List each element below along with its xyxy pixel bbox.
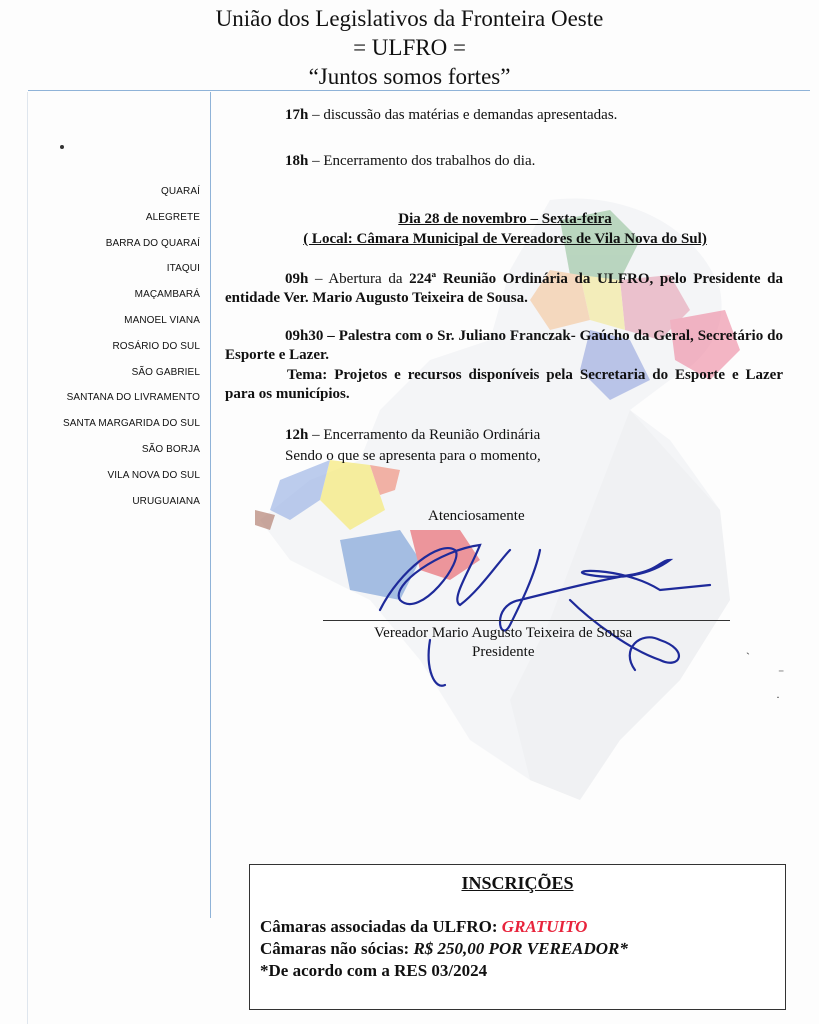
location-heading: ( Local: Câmara Municipal de Vereadores de Vila Nova do Sul) — [303, 231, 707, 247]
day-heading: Dia 28 de novembro – Sexta-feira — [398, 211, 612, 227]
member-cities-list — [30, 186, 200, 521]
city-item: ITAQUI — [166, 263, 200, 275]
city-item: ROSÁRIO DO SUL — [112, 340, 200, 352]
agenda-text: – Encerramento dos trabalhos do dia. — [308, 153, 536, 169]
city-item: BARRA DO QUARAÍ — [105, 237, 200, 249]
handwritten-signature — [360, 530, 740, 700]
agenda-item-12h — [285, 426, 540, 445]
time-17h: 17h — [285, 107, 309, 123]
sidebar-divider — [210, 92, 211, 918]
agenda-item-18h — [285, 152, 535, 171]
city-item: MANOEL VIANA — [124, 314, 200, 326]
speck — [60, 145, 64, 149]
agenda-text-bold: 224ª Reunião Ordinária da ULFRO, pelo Presidente da entidade Ver. Mario Augusto Teixeira de Sousa. — [225, 271, 783, 306]
city-item: SANTANA DO LIVRAMENTO — [66, 392, 200, 404]
header-divider — [28, 90, 810, 91]
registration-title: INSCRIÇÕES — [461, 873, 574, 893]
org-motto: “Juntos somos fortes” — [308, 64, 511, 89]
left-margin-line — [27, 92, 28, 1024]
lecture-theme: Tema: Projetos e recursos disponíveis pela Secretaria do Esporte e Lazer para os municípios. — [225, 367, 783, 402]
closing-sentence: Sendo o que se apresenta para o momento, — [285, 448, 541, 464]
agenda-text: – Encerramento da Reunião Ordinária — [308, 427, 541, 443]
registration-box — [249, 864, 786, 1010]
mark: ⁻ — [778, 666, 785, 680]
registration-associated — [260, 917, 587, 937]
agenda-item-09h — [225, 270, 783, 308]
city-item: QUARAÍ — [161, 186, 200, 197]
time-12h: 12h — [285, 427, 309, 443]
mark: ˋ — [746, 650, 750, 664]
time-09h: 09h — [285, 271, 309, 287]
associated-label: Câmaras associadas da ULFRO: — [260, 917, 502, 936]
city-item: SÃO GABRIEL — [131, 366, 200, 378]
city-item: SANTA MARGARIDA DO SUL — [62, 418, 200, 430]
signature-line — [323, 620, 730, 621]
associated-price: GRATUITO — [501, 917, 588, 936]
non-members-label: Câmaras não sócias: — [260, 939, 414, 958]
non-members-price: R$ 250,00 POR VEREADOR* — [413, 939, 628, 958]
letterhead — [0, 4, 819, 91]
agenda-item-17h — [285, 106, 617, 125]
signer-role: Presidente — [472, 644, 535, 660]
registration-non-members — [260, 939, 628, 959]
mark: · — [776, 690, 780, 704]
regards: Atenciosamente — [428, 508, 525, 524]
agenda-text: – Abertura da — [308, 271, 410, 287]
city-item: ALEGRETE — [145, 211, 200, 223]
org-name: União dos Legislativos da Fronteira Oeste — [215, 6, 604, 31]
org-acronym: = ULFRO = — [353, 35, 466, 60]
registration-footnote: *De acordo com a RES 03/2024 — [260, 961, 488, 980]
agenda-item-09h30: 09h30 – Palestra com o Sr. Juliano Franczak- Gaúcho da Geral, Secretário do Esporte e Lazer. — [225, 328, 783, 363]
time-18h: 18h — [285, 153, 309, 169]
signer-name: Vereador Mario Augusto Teixeira de Sousa — [374, 625, 633, 641]
city-item: MAÇAMBARÁ — [134, 289, 200, 301]
city-item: VILA NOVA DO SUL — [107, 469, 200, 481]
city-item: URUGUAIANA — [132, 495, 200, 507]
agenda-text: – discussão das matérias e demandas apresentadas. — [308, 107, 618, 123]
city-item: SÃO BORJA — [141, 443, 200, 455]
